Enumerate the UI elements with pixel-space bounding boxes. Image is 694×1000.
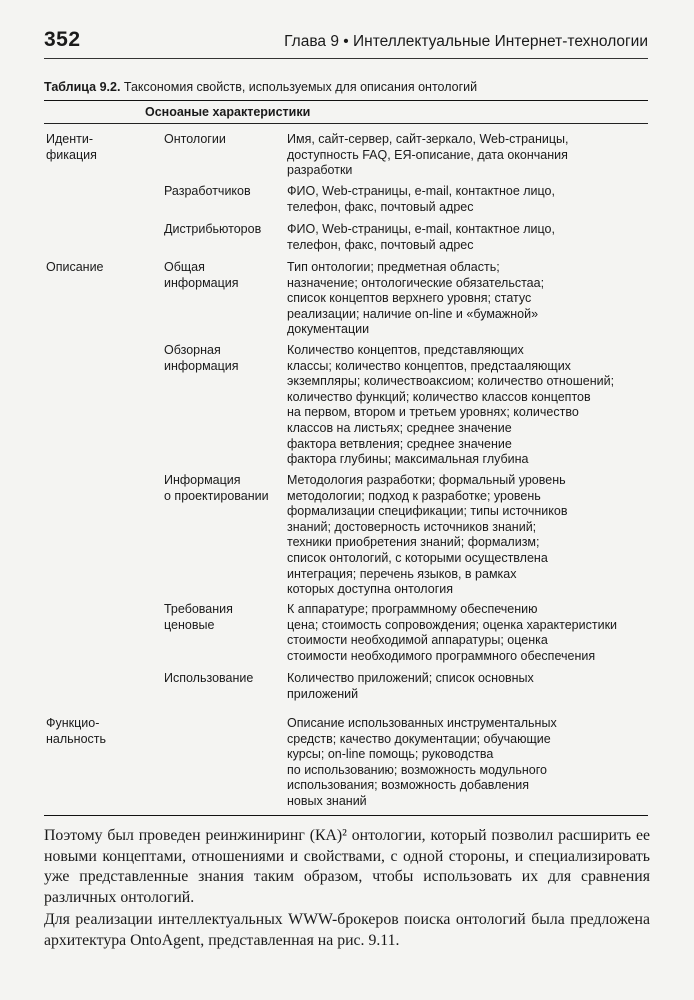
table-caption (44, 80, 477, 94)
table-feature-cell: Общая информация (164, 260, 239, 290)
table-bottom-rule (44, 815, 648, 816)
table-group-cell: Иденти- фикация (46, 132, 97, 162)
paragraph: Для реализации интеллектуальных WWW-брокеров поиска онтологий была предложена архитектура OntoAgent, представленная на рис. 9.11. (44, 911, 650, 949)
table-caption-text: Таксономия свойств, используемых для описания онтологий (120, 80, 478, 94)
table-description-cell: Описание использованных инструментальных средств; качество документации; обучающие курсы; on-line помощь; руководства по использованию; возможность модульного использования; возможность добавления новых знаний (287, 716, 557, 808)
table-description-cell: Имя, сайт-сервер, сайт-зеркало, Web-страницы, доступность FAQ, ЕЯ-описание, дата окончания разработки (287, 132, 569, 178)
table-feature-cell: Использование (164, 671, 254, 685)
table-feature-cell: Дистрибьюторов (164, 222, 262, 236)
table-feature-cell: Требования ценовые (164, 602, 233, 632)
table-header-rule (44, 123, 648, 124)
table-feature-cell: Информация о проектировании (164, 473, 269, 503)
table-description-cell: Тип онтологии; предметная область; назначение; онтологические обязательстаа; список концептов верхнего уровня; статус реализации; наличие on-line и «бумажной» документации (287, 260, 545, 337)
body-text (44, 826, 650, 908)
body-text (44, 910, 650, 951)
page-header (44, 28, 648, 52)
table-feature-cell: Разработчиков (164, 184, 251, 198)
table-group-cell: Описание (46, 260, 104, 274)
header-rule (44, 58, 648, 59)
table-description-cell: К аппаратуре; программному обеспечению цена; стоимость сопровождения; оценка характеристики стоимости необходимой аппаратуры; оценка стоимости необходимого программного обеспечения (287, 602, 618, 663)
table-caption-label: Таблица 9.2. (44, 80, 121, 94)
table-description-cell: Количество приложений; список основных приложений (287, 671, 534, 701)
page-number: 352 (44, 28, 81, 51)
table-feature-cell: Обзорная информация (164, 343, 239, 373)
table-description-cell: ФИО, Web-страницы, e-mail, контактное лицо, телефон, факс, почтовый адрес (287, 184, 555, 214)
table-description-cell: ФИО, Web-страницы, e-mail, контактное лицо, телефон, факс, почтовый адрес (287, 222, 555, 252)
table-feature-cell: Онтологии (164, 132, 226, 146)
table-description-cell: Количество концептов, представляющих классы; количество концептов, предстааляющих экземпляры; количествоаксиом; количество отношений; количество функций; количество классов концептов на первом, втором и третьем уровнях; количество классов на листьях; среднее значение фактора ветвления; среднее значение фактора глубины; максимальная глубина (287, 343, 615, 467)
table-column-header: Осноаные характеристики (145, 105, 311, 119)
running-head: Глава 9 • Интеллектуальные Интернет-технологии (284, 33, 648, 50)
paragraph: Поэтому был проведен реинжиниринг (КА)² онтологии, который позволил расширить ее новыми концептами, отношениями и свойствами, с одной стороны, и специализировать уже представленные знания таким образом, чтобы использовать их для сравнения различных онтологий. (44, 827, 650, 906)
table-group-cell: Функцио- нальность (46, 716, 107, 746)
table-top-rule (44, 100, 648, 101)
table-description-cell: Методология разработки; формальный уровень методологии; подход к разработке; уровень формализации спецификации; типы источников знаний; достоверность источников знаний; техники приобретения знаний; формализм; список онтологий, с которыми осуществлена интеграция; перечень языков, в рамках которых доступна онтология (287, 473, 568, 597)
